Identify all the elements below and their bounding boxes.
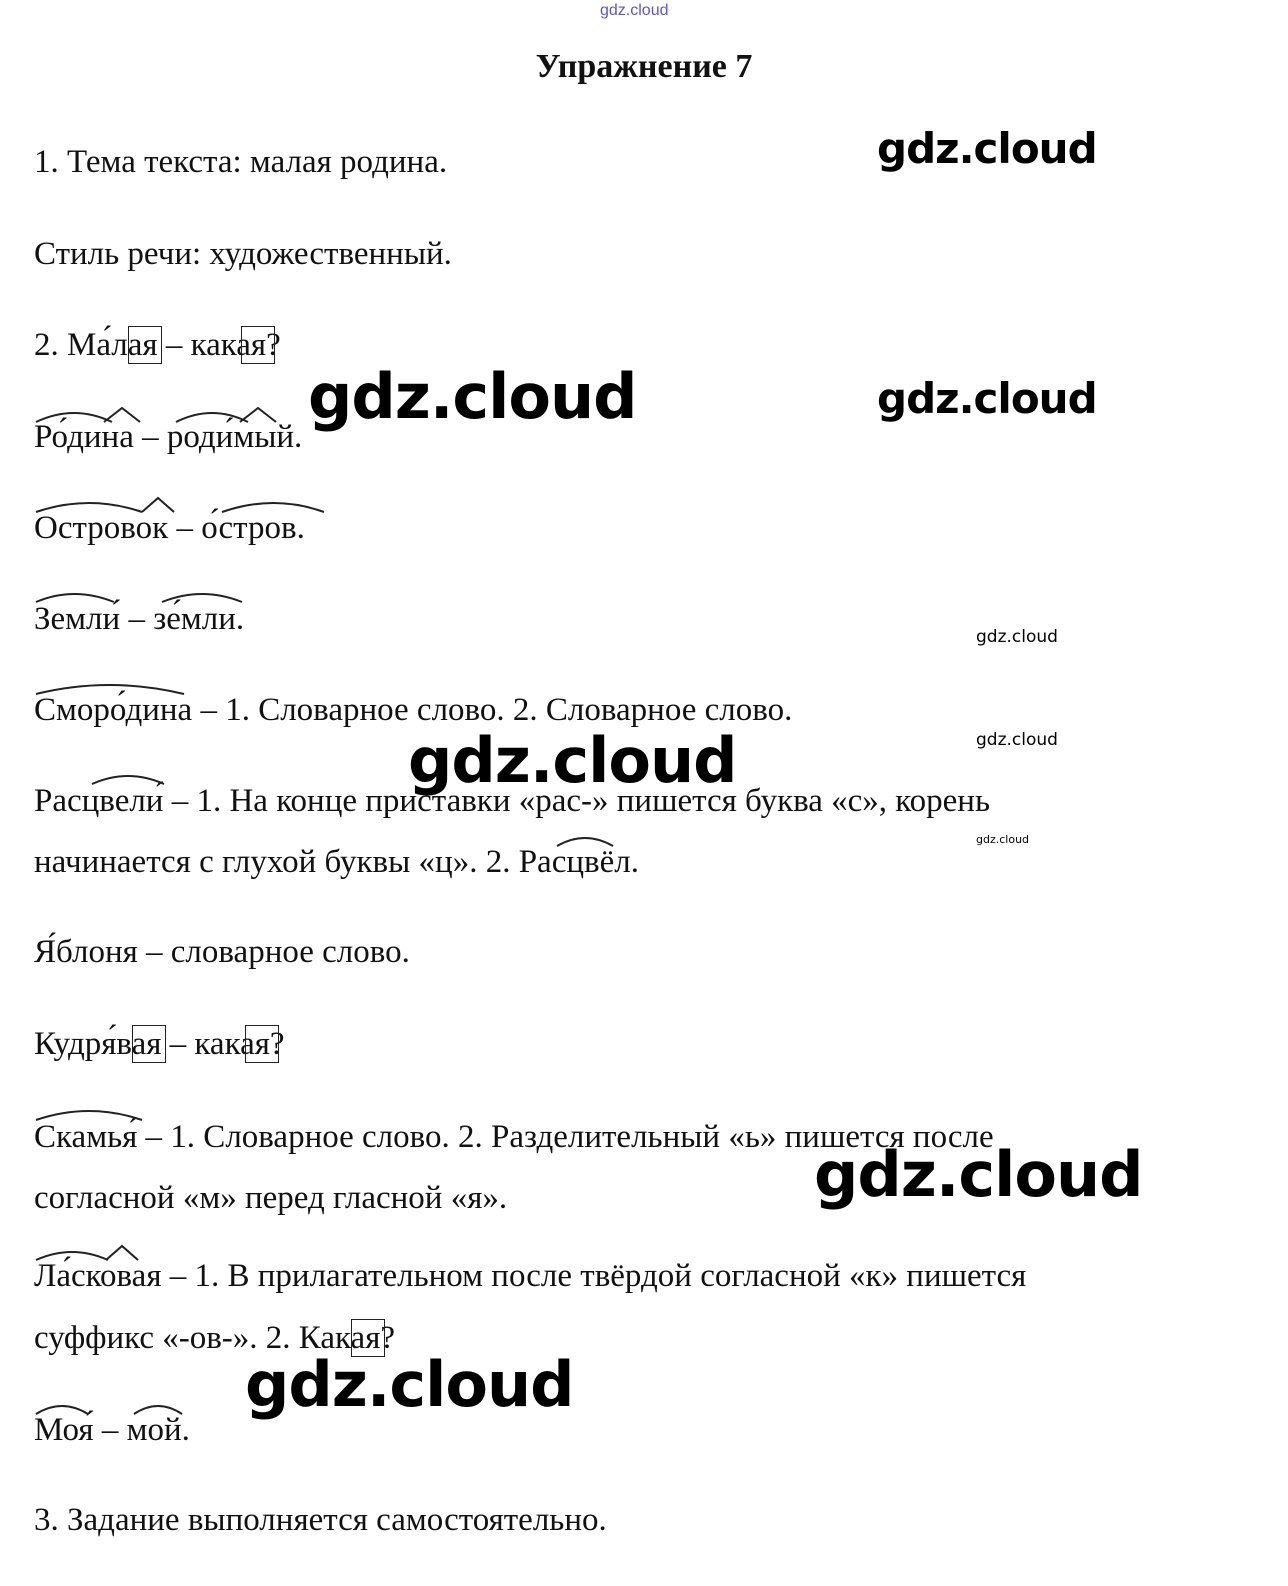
line-malaya: 2. Ма́лая – какая? [34, 327, 281, 363]
watermark: gdz.cloud [976, 730, 1058, 750]
line-skamya: Скамья́ – 1. Словарное слово. 2. Разделительный «ь» пишется после [34, 1119, 994, 1155]
top-watermark: gdz.cloud [600, 2, 669, 19]
watermark: gdz.cloud [976, 627, 1058, 647]
watermark: gdz.cloud [308, 360, 637, 433]
line-style: Стиль речи: художественный. [34, 236, 452, 272]
watermark: gdz.cloud [245, 1348, 574, 1421]
line-skamya-cont: согласной «м» перед гласной «я». [34, 1180, 508, 1216]
line-zemli: Земли́ – зе́мли. [34, 601, 245, 637]
line-ostrovok: Островок – о́стров. [34, 510, 305, 546]
line-topic: 1. Тема текста: малая родина. [34, 144, 448, 180]
line-laskovaya: Ла́сковая – 1. В прилагательном после твёрдой согласной «к» пишется [34, 1258, 1027, 1294]
line-kudryavaya: Кудря́вая – какая? [34, 1026, 285, 1062]
line-moya: Моя́ – мой. [34, 1412, 190, 1448]
malaya-ending-marks [34, 325, 275, 365]
line-rascveli-cont: начинается с глухой буквы «ц». 2. Расцвёл. [34, 844, 639, 880]
line-task3: 3. Задание выполняется самостоятельно. [34, 1502, 607, 1538]
kudryavaya-ending-marks [34, 1024, 279, 1064]
watermark: gdz.cloud [814, 1138, 1143, 1211]
line-rascveli: Расцвели́ – 1. На конце приставки «рас-» пишется буква «с», корень [34, 783, 991, 819]
page-title: Упражнение 7 [535, 48, 753, 85]
line-smorodina: Сморо́дина – 1. Словарное слово. 2. Словарное слово. [34, 692, 793, 728]
line-rodina: Ро́дина – роди́мый. [34, 419, 303, 455]
watermark: gdz.cloud [877, 124, 1097, 173]
watermark: gdz.cloud [408, 724, 737, 797]
line-laskovaya-cont: суффикс «-ов-». 2. Какая? [34, 1320, 396, 1356]
watermark: gdz.cloud [877, 374, 1097, 423]
watermark: gdz.cloud [976, 833, 1030, 846]
line-yablonya: Я́блоня – словарное слово. [34, 934, 410, 970]
